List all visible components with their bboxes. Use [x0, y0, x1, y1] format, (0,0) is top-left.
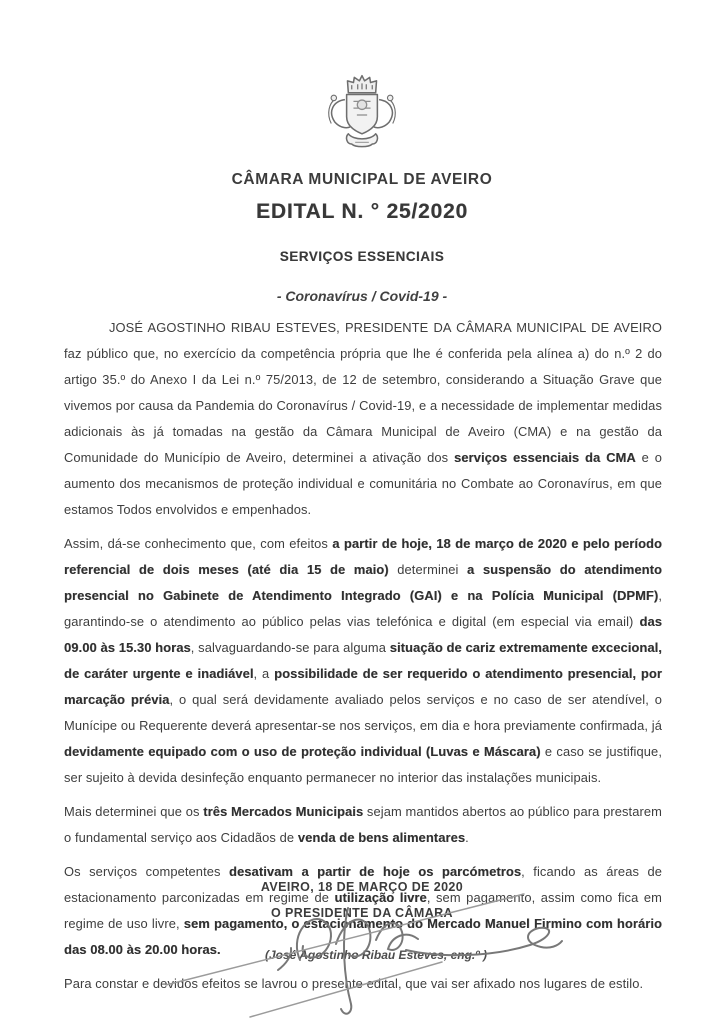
paragraph: Para constar e devidos efeitos se lavrou o presente edital, que vai ser afixado nos lugares de estilo.: [64, 976, 644, 991]
paragraph: Mais determinei que os três Mercados Municipais sejam mantidos abertos ao público para prestarem o fundamental serviço aos Cidadãos de venda de bens alimentares.: [64, 804, 662, 845]
place-date-line: AVEIRO, 18 DE MARÇO DE 2020: [260, 880, 464, 894]
signer-title: O PRESIDENTE DA CÂMARA: [271, 906, 453, 920]
signature-block: [0, 880, 724, 962]
paragraph: JOSÉ AGOSTINHO RIBAU ESTEVES, PRESIDENTE DA CÂMARA MUNICIPAL DE AVEIRO faz público que, no exercício da competência própria que lhe é conferida pela alínea a) do n.º 2 do artigo 35.º do Anexo I da Lei n.º 75/2013, de 12 de setembro, considerando a Situação Grave que vivemos por causa da Pandemia do Coronavírus / Covid-19, e a necessidade de implementar medidas adicionais às já tomadas na gestão da Câmara Municipal de Aveiro (CMA) e na gestão da Comunidade do Município de Aveiro, determinei a ativação dos serviços essenciais da CMA e o aumento dos mecanismos de proteção individual e comunitária no Combate ao Coronavírus, em que estamos Todos envolvidos e empenhados.: [64, 320, 662, 517]
aveiro-coat-of-arms-icon: [319, 74, 405, 156]
signer-name: (José Agostinho Ribau Esteves, eng.º ): [265, 948, 487, 962]
edital-subject: SERVIÇOS ESSENCIAIS: [279, 249, 445, 264]
paragraph: Os serviços competentes desativam a partir de hoje os parcómetros, ficando as áreas de estacionamento parconizadas em regime de utilização livre, sem pagamento, assim como fica em regime de uso livre, sem pagamento, o estacionamento do Mercado Manuel Firmino com horário das 08.00 às 20.00 horas.: [64, 864, 662, 957]
edital-title: EDITAL N. ° 25/2020: [256, 200, 468, 223]
edital-subtitle: - Coronavírus / Covid-19 -: [276, 288, 448, 304]
organization-name: CÂMARA MUNICIPAL DE AVEIRO: [231, 171, 493, 188]
paragraph: Assim, dá-se conhecimento que, com efeitos a partir de hoje, 18 de março de 2020 e pelo período referencial de dois meses (até dia 15 de maio) determinei a suspensão do atendimento presencial no Gabinete de Atendimento Integrado (GAI) e na Polícia Municipal (DPMF), garantindo-se o atendimento ao público pelas vias telefónica e digital (em especial via email) das 09.00 às 15.30 horas, salvaguardando-se para alguma situação de cariz extremamente excecional, de caráter urgente e inadiável, a possibilidade de ser requerido o atendimento presencial, por marcação prévia, o qual será devidamente avaliado pelos serviços e no caso de ser atendível, o Munícipe ou Requerente deverá apresentar-se nos serviços, em dia e hora previamente confirmada, já devidamente equipado com o uso de proteção individual (Luvas e Máscara) e caso se justifique, ser sujeito à devida desinfeção enquanto permanecer no interior das instalações municipais.: [64, 536, 663, 785]
